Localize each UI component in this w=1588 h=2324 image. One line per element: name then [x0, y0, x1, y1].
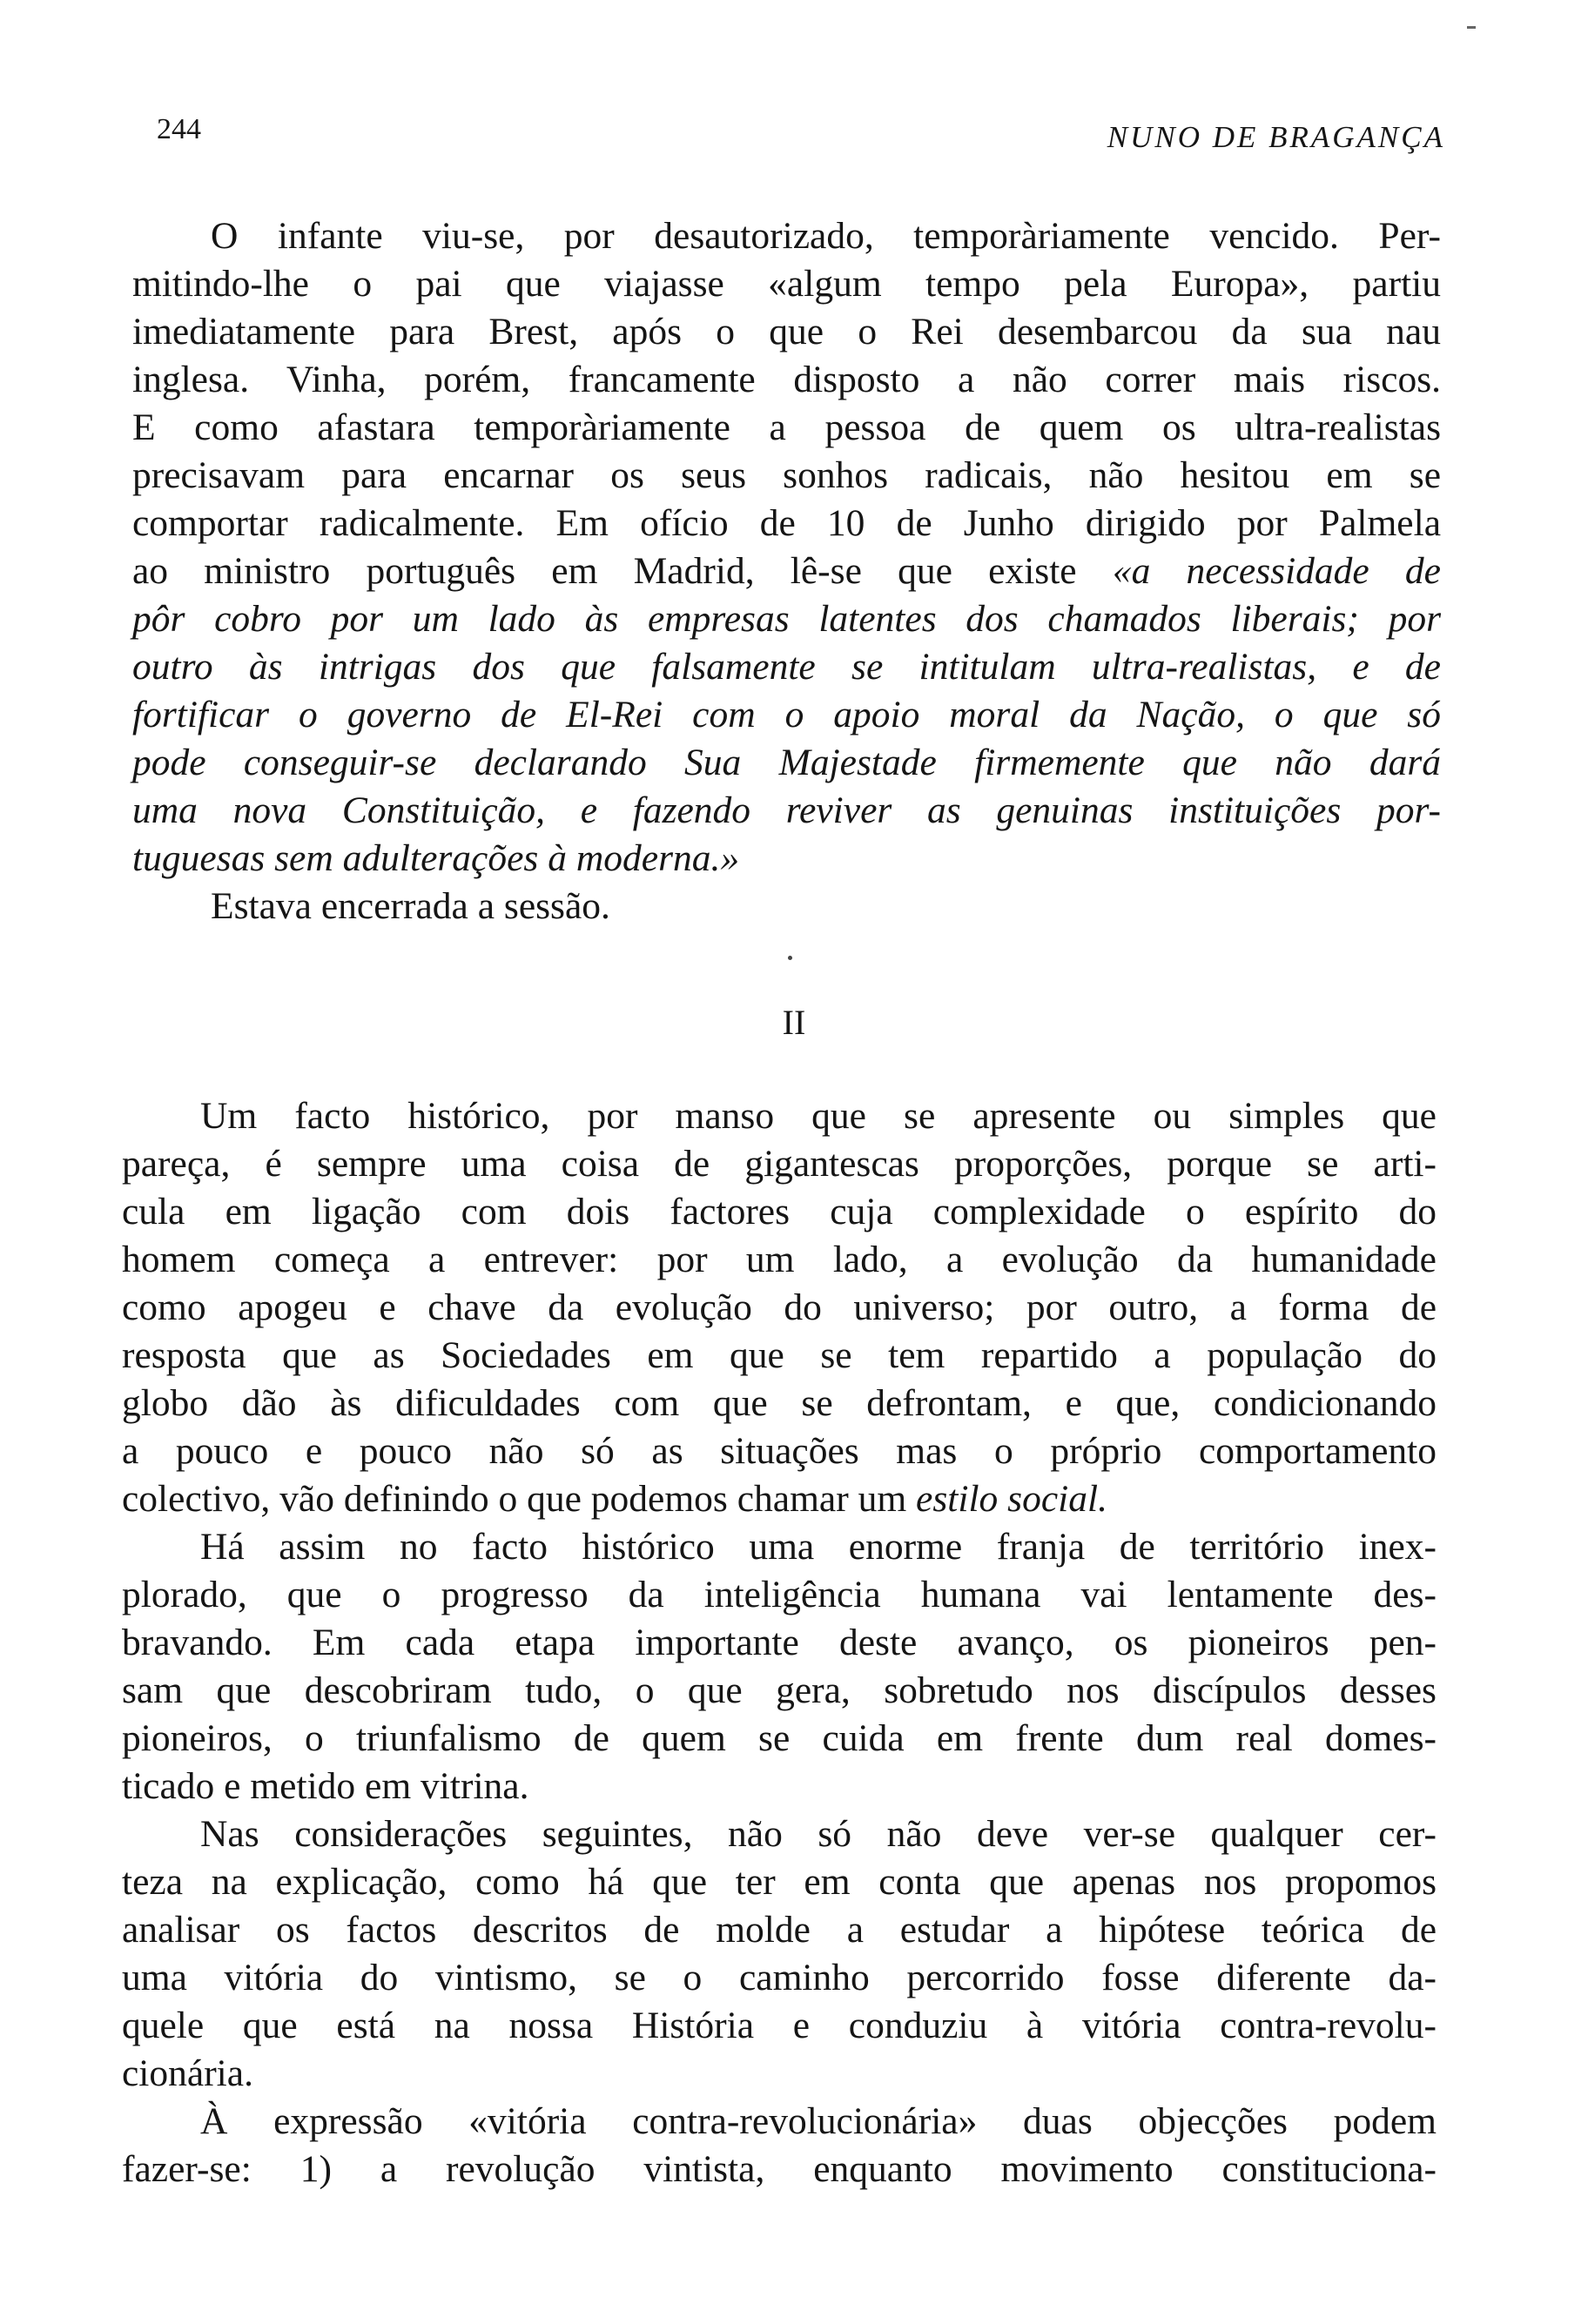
text-line: comportar radicalmente. Em ofício de 10 de Junho dirigido por Palmela	[132, 502, 1441, 544]
section-heading: II	[782, 1003, 806, 1042]
paragraph-1	[132, 212, 1441, 930]
text-line: E como afastara temporàriamente a pessoa de quem os ultra-realistas	[132, 406, 1441, 448]
italic-term: estilo social.	[916, 1478, 1107, 1520]
text-line: teza na explicação, como há que ter em conta que apenas nos propomos	[122, 1861, 1437, 1903]
text-line: homem começa a entrever: por um lado, a evolução da humanidade	[122, 1239, 1437, 1280]
text-line: fazer-se: 1) a revolução vintista, enquanto movimento constituciona-	[122, 2148, 1437, 2190]
text-line: cula em ligação com dois factores cuja complexidade o espírito do	[122, 1191, 1437, 1233]
quote-line: fortificar o governo de El-Rei com o apoio moral da Nação, o que só	[132, 694, 1441, 735]
scan-mark	[1467, 26, 1476, 29]
text-segment: ao ministro português em Madrid, lê-se que existe	[132, 550, 1077, 592]
text-line: pioneiros, o triunfalismo de quem se cuida em frente dum real domes-	[122, 1717, 1437, 1759]
scan-mark	[788, 956, 792, 960]
text-line-mixed	[132, 547, 1441, 595]
closing-line: Estava encerrada a sessão.	[211, 885, 610, 927]
text-line: Há assim no facto histórico uma enorme franja de território inex-	[200, 1526, 1437, 1568]
quote-line: pode conseguir-se declarando Sua Majestade firmemente que não dará	[132, 742, 1441, 783]
text-segment: colectivo, vão definindo o que podemos chamar um	[122, 1478, 907, 1520]
text-line: inglesa. Vinha, porém, francamente disposto a não correr mais riscos.	[132, 359, 1441, 400]
quote-segment: «a necessidade de	[1112, 550, 1441, 592]
text-line: analisar os factos descritos de molde a estudar a hipótese teórica de	[122, 1909, 1437, 1951]
page-number: 244	[157, 113, 201, 145]
text-line: Um facto histórico, por manso que se apresente ou simples que	[200, 1095, 1437, 1137]
quote-line: tuguesas sem adulterações à moderna.»	[132, 837, 740, 879]
text-line: como apogeu e chave da evolução do universo; por outro, a forma de	[122, 1286, 1437, 1328]
quote-line: pôr cobro por um lado às empresas latentes dos chamados liberais; por	[132, 598, 1441, 640]
text-line: globo dão às dificuldades com que se defrontam, e que, condicionando	[122, 1382, 1437, 1424]
running-head: NUNO DE BRAGANÇA	[1107, 120, 1445, 154]
text-line: pareça, é sempre uma coisa de gigantescas proporções, porque se arti-	[122, 1143, 1437, 1185]
text-line: a pouco e pouco não só as situações mas o próprio comportamento	[122, 1430, 1437, 1472]
text-line: resposta que as Sociedades em que se tem repartido a população do	[122, 1334, 1437, 1376]
text-line: O infante viu-se, por desautorizado, temporàriamente vencido. Per-	[211, 215, 1441, 257]
text-line: precisavam para encarnar os seus sonhos radicais, não hesitou em se	[132, 454, 1441, 496]
text-line: Nas considerações seguintes, não só não deve ver-se qualquer cer-	[200, 1813, 1437, 1855]
quote-line: uma nova Constituição, e fazendo reviver as genuinas instituições por-	[132, 789, 1441, 831]
text-line: quele que está na nossa História e conduziu à vitória contra-revolu-	[122, 2005, 1437, 2046]
text-line: sam que descobriram tudo, o que gera, sobretudo nos discípulos desses	[122, 1669, 1437, 1711]
text-line: ticado e metido em vitrina.	[122, 1765, 529, 1807]
text-line: uma vitória do vintismo, se o caminho percorrido fosse diferente da-	[122, 1957, 1437, 1998]
quote-line: outro às intrigas dos que falsamente se intitulam ultra-realistas, e de	[132, 646, 1441, 688]
text-line: mitindo-lhe o pai que viajasse «algum tempo pela Europa», partiu	[132, 263, 1441, 305]
section-body	[122, 1092, 1437, 2193]
text-line: À expressão «vitória contra-revolucionária» duas objecções podem	[200, 2100, 1437, 2142]
text-line: imediatamente para Brest, após o que o Rei desembarcou da sua nau	[132, 311, 1441, 353]
text-line: bravando. Em cada etapa importante deste avanço, os pioneiros pen-	[122, 1622, 1437, 1663]
text-line-mixed	[122, 1475, 1437, 1523]
text-line: cionária.	[122, 2052, 253, 2094]
text-line: plorado, que o progresso da inteligência humana vai lentamente des-	[122, 1574, 1437, 1615]
page-header	[157, 103, 1445, 164]
